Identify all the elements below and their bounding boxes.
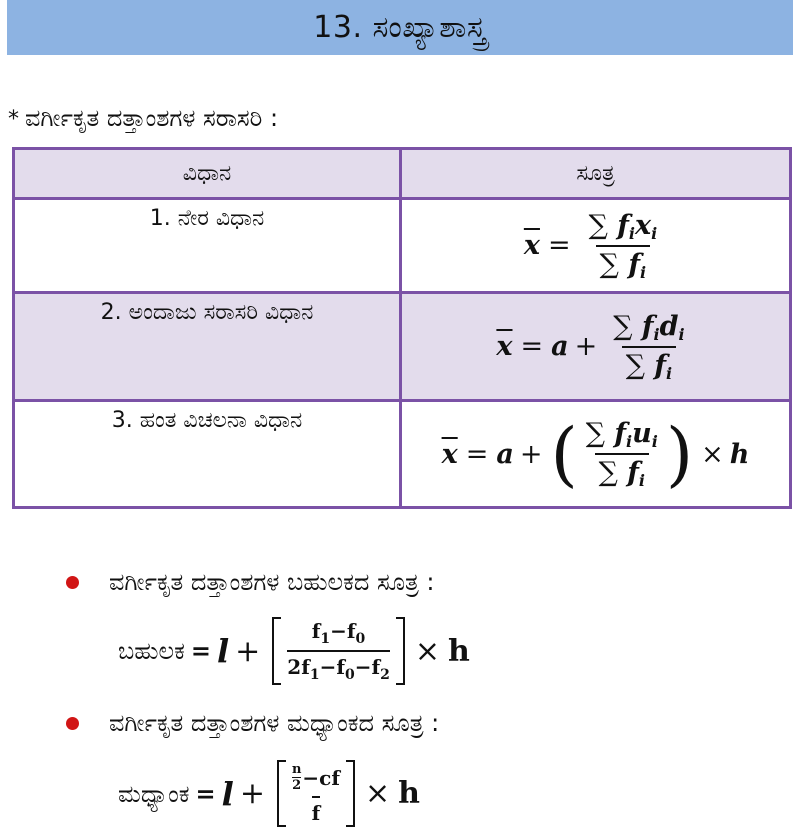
median-label: ಮಧ್ಯಾಂಕ xyxy=(118,779,190,808)
median-fraction: $\frac{n}{2}$ −cf f xyxy=(277,760,355,827)
formula-step-deviation xyxy=(401,401,791,508)
median-formula: ಮಧ್ಯಾಂಕ = l + $\frac{n}{2}$ −cf f × h xyxy=(118,762,420,825)
header-method: ವಿಧಾನ xyxy=(14,149,401,199)
mode-label: ಬಹುಲಕ xyxy=(118,637,185,665)
bullet-icon xyxy=(66,576,79,589)
table-row xyxy=(14,199,791,293)
table-row xyxy=(14,293,791,401)
page-title: 13. ಸಂಖ್ಯಾಶಾಸ್ತ್ರ xyxy=(313,10,487,45)
title-bar xyxy=(7,0,793,55)
star-marker: * xyxy=(8,107,19,132)
median-heading-text: ವರ್ಗೀಕೃತ ದತ್ತಾಂಶಗಳ ಮಧ್ಯಾಂಕದ ಸೂತ್ರ : xyxy=(109,709,440,737)
table-row xyxy=(14,401,791,508)
section-heading-text: ವರ್ಗೀಕೃತ ದತ್ತಾಂಶಗಳ ಸರಾಸರಿ : xyxy=(25,104,279,132)
formula-assumed-mean-math: $\overline{x}$ = a + $\frac{\sum f_id_i}{\sum f_i}$ xyxy=(496,310,685,383)
method-direct: 1. ನೇರ ವಿಧಾನ xyxy=(14,199,401,293)
section-heading xyxy=(8,104,278,132)
header-formula: ಸೂತ್ರ xyxy=(401,149,791,199)
mode-heading-text: ವರ್ಗೀಕೃತ ದತ್ತಾಂಶಗಳ ಬಹುಲಕದ ಸೂತ್ರ : xyxy=(109,568,435,596)
formula-direct xyxy=(401,199,791,293)
formula-direct-math: $\overline{x}$ = $\frac{\sum f_ix_i}{\sum f_i}$ xyxy=(523,209,658,282)
method-step-deviation: 3. ಹಂತ ವಿಚಲನಾ ವಿಧಾನ xyxy=(14,401,401,508)
mode-heading xyxy=(66,568,435,596)
table-header-row xyxy=(14,149,791,199)
mode-fraction: $\frac{f_1-f_0}{2f_1-f_0-f_2}$ xyxy=(272,617,405,685)
bullet-icon xyxy=(66,717,79,730)
method-assumed-mean: 2. ಅಂದಾಜು ಸರಾಸರಿ ವಿಧಾನ xyxy=(14,293,401,401)
formula-assumed-mean xyxy=(401,293,791,401)
median-heading xyxy=(66,709,439,737)
mode-formula: ಬಹುಲಕ = l + $\frac{f_1-f_0}{2f_1-f_0-f_2}$ × h xyxy=(118,619,470,683)
formula-step-deviation-math: $\overline{x}$ = a + ( $\frac{\sum f_iu_i}{\sum f_i}$ ) × h xyxy=(441,413,750,496)
mean-methods-table xyxy=(12,147,792,509)
